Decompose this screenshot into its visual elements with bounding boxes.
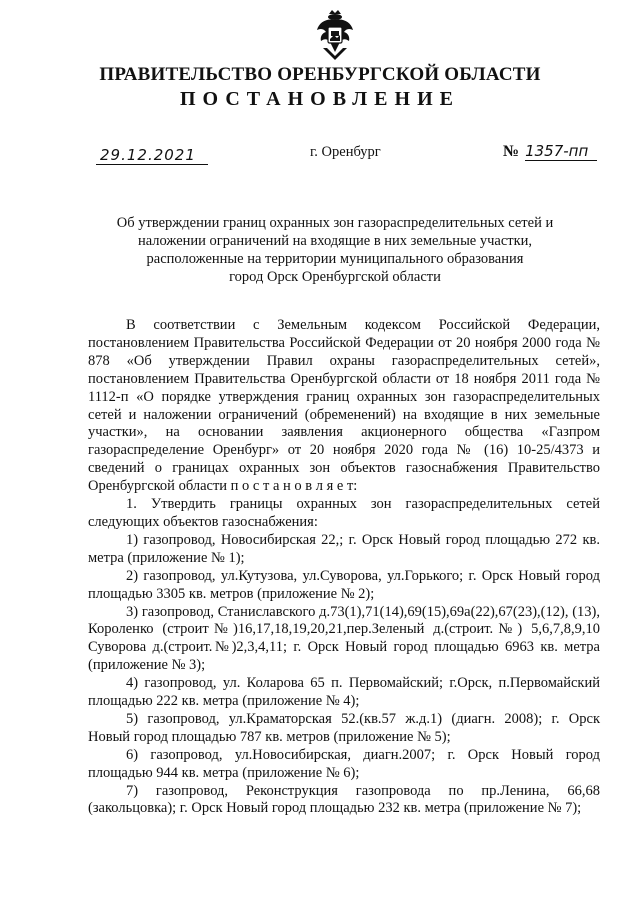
preamble-paragraph: В соответствии с Земельным кодексом Российской Федерации, постановлением Правительства Российской Федерации от 20 ноября 2000 года № 878 «Об утверждении Правил охраны газораспределительных сетей», постановлением Правительства Оренбургской области от 18 ноября 2011 года № 1112-п «О порядке утверждения границ охранных зон газораспределительных сетей и наложении ограничений (обременений) на входящие в них земельные участки», на основании заявления акционерного общества «Газпром газораспределение Оренбург» от 20 ноября 2020 года № (16) 10-25/4373 и сведений о границах охранных зон объектов газоснабжения Правительство Оренбургской области п о с т а н о в л я е т: bbox=[88, 317, 600, 495]
list-item: 6) газопровод, ул.Новосибирская, диагн.2007; г. Орск Новый город площадью 944 кв. метра (приложение № 6); bbox=[88, 746, 600, 781]
resolution-item: 1. Утвердить границы охранных зон газораспределительных сетей следующих объектов газоснабжения: bbox=[88, 496, 600, 530]
list-item: 4) газопровод, ул. Коларова 65 п. Первомайский; г.Орск, п.Первомайский площадью 222 кв. метра (приложение № 4); bbox=[88, 675, 600, 710]
list-item: 3) газопровод, Станиславского д.73(1),71(14),69(15),69а(22),67(23),(12), (13), Короленко (строит№)16,17,18,19,20,21,пер.Зеленый д.(строит.№) 5,6,7,8,9,10 Суворова д.(строит.№)2,3,4,11; г. Орск Новый город площадью 6963 кв. метра (приложение № 3); bbox=[88, 603, 600, 674]
document-meta bbox=[0, 140, 640, 170]
number-value: 1357-пп bbox=[525, 142, 597, 161]
document-number bbox=[503, 142, 597, 161]
document-date: 29.12.2021 bbox=[96, 146, 208, 165]
title-line: расположенные на территории муниципального образования bbox=[146, 251, 524, 267]
list-item: 5) газопровод, ул.Краматорская 52.(кв.57 ж.д.1) (диагн. 2008); г. Орск Новый город площадью 787 кв. метров (приложение № 5); bbox=[88, 710, 600, 745]
coat-of-arms-icon bbox=[313, 8, 357, 62]
organization-name: ПРАВИТЕЛЬСТВО ОРЕНБУРГСКОЙ ОБЛАСТИ bbox=[99, 64, 541, 85]
document-title bbox=[110, 214, 560, 286]
list-item: 2) газопровод, ул.Кутузова, ул.Суворова, ул.Горького; г. Орск Новый город площадью 3305 кв. метров (приложение № 2); bbox=[88, 567, 600, 602]
title-line: Об утверждении границ охранных зон газораспределительных сетей и bbox=[116, 215, 554, 231]
list-item: 7) газопровод, Реконструкция газопровода по пр.Ленина, 66,68 (закольцовка); г. Орск Новый город площадью 232 кв. метра (приложение № 7); bbox=[88, 782, 600, 817]
title-line: наложении ограничений на входящие в них земельные участки, bbox=[137, 233, 533, 249]
number-label: № bbox=[503, 143, 520, 160]
document-body bbox=[88, 317, 600, 818]
list-item: 1) газопровод, Новосибирская 22,; г. Орск Новый город площадью 272 кв. метра (приложение № 1); bbox=[88, 531, 600, 566]
document-city: г. Оренбург bbox=[310, 144, 381, 160]
document-type: ПОСТАНОВЛЕНИЕ bbox=[180, 88, 460, 110]
title-line: город Орск Оренбургской области bbox=[229, 269, 441, 285]
